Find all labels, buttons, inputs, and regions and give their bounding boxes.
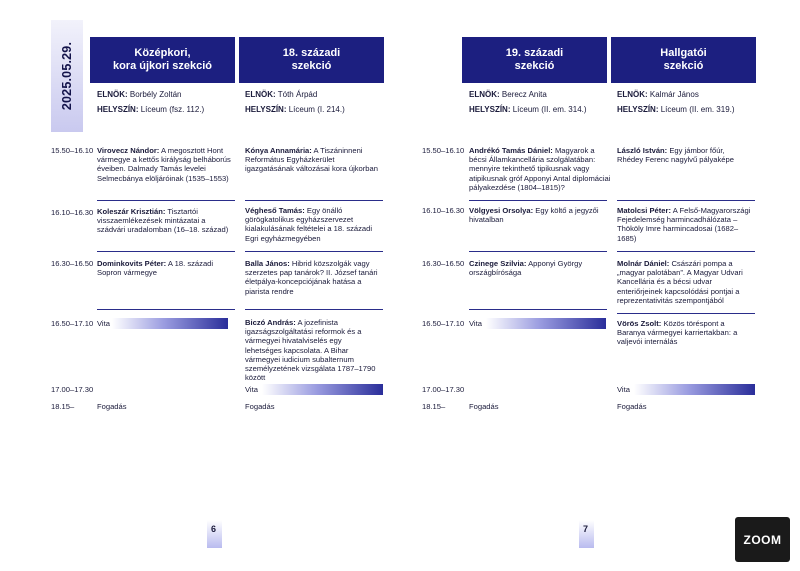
- divider: [245, 251, 383, 252]
- place-line: HELYSZÍN: Líceum (I. 214.): [245, 105, 345, 114]
- page-number: 7: [583, 524, 589, 534]
- talk-entry: Matolcsi Péter: A Felső-Magyarországi Fejedelemség harmincadhálózata – Thököly Imre harmincadosai (1682–1685): [617, 206, 751, 243]
- reception-label: Fogadás: [97, 402, 127, 411]
- section-header-18th: 18. századi szekció: [239, 37, 384, 83]
- talk-entry: Molnár Dániel: Császári pompa a „magyar palotában”. A Magyar Udvari Kancellária és a bécsi udvar enteriőrjeinek kapcsolódási pontjai a reprezentativitás szempontjából: [617, 259, 743, 305]
- place-line: HELYSZÍN: Líceum (fsz. 112.): [97, 105, 205, 114]
- talk-entry: Dominkovits Péter: A 18. századi Sopron vármegye: [97, 259, 214, 278]
- chair-line: ELNÖK: Kalmár János: [617, 90, 699, 99]
- chair-line: ELNÖK: Tóth Árpád: [245, 90, 318, 99]
- divider: [469, 251, 607, 252]
- time-slot: 17.00–17.30: [422, 385, 465, 394]
- talk-entry: Virovecz Nándor: A megosztott Hont vármegye a kettős királyság belháborús éveiben. Dalmady Tamás levelei Selmecbánya elöljáróinak (1535–1553): [97, 146, 231, 183]
- divider: [97, 309, 235, 310]
- place-line: HELYSZÍN: Líceum (II. em. 314.): [469, 105, 587, 114]
- chair-line: ELNÖK: Berecz Anita: [469, 90, 547, 99]
- divider: [617, 200, 755, 201]
- reception-label: Fogadás: [617, 402, 647, 411]
- vita-bar: [634, 384, 755, 395]
- vita-label: Vita: [469, 319, 482, 328]
- talk-entry: Végheső Tamás: Egy önálló görögkatolikus egyházszervezet kialakulásának feltételei a 18. századi Egri egyházmegyében: [245, 206, 373, 243]
- section-header-19th: 19. századi szekció: [462, 37, 607, 83]
- divider: [617, 251, 755, 252]
- time-slot: 17.00–17.30: [51, 385, 94, 394]
- divider: [469, 200, 607, 201]
- divider: [97, 251, 235, 252]
- time-slot: 15.50–16.10: [422, 146, 465, 155]
- time-slot: 16.10–16.30: [422, 206, 465, 215]
- vita-bar: [112, 318, 228, 329]
- vita-bar: [262, 384, 383, 395]
- section-header-medieval: Középkori, kora újkori szekció: [90, 37, 235, 83]
- talk-entry: Koleszár Krisztián: Tisztartói visszaemlékezések mintázatai a szádvári uradalomban (16–18. század): [97, 207, 229, 235]
- talk-entry: Völgyesi Orsolya: Egy költő a jegyzői hivatalban: [469, 206, 599, 225]
- vita-bar: [486, 318, 606, 329]
- time-slot: 18.15–: [51, 402, 75, 411]
- time-slot: 16.30–16.50: [422, 259, 465, 268]
- talk-entry: Biczó András: A jozefinista igazságszolgáltatási reformok és a vármegyei hivatalviselés egy lehetséges kapcsolata. A Bihar vármegyei iudicium subalternum személyzetének vizsgálata 1787–1790 között: [245, 318, 376, 383]
- reception-label: Fogadás: [469, 402, 499, 411]
- time-slot: 15.50–16.10: [51, 146, 94, 155]
- place-line: HELYSZÍN: Líceum (II. em. 319.): [617, 105, 735, 114]
- vita-label: Vita: [245, 385, 258, 394]
- date-label-wrap: [51, 20, 83, 132]
- section-header-students: Hallgatói szekció: [611, 37, 756, 83]
- talk-entry: László István: Egy jámbor főúr, Rhédey Ferenc nagylvű pályaképe: [617, 146, 734, 165]
- date-label: 2025.05.29.: [60, 41, 75, 111]
- vita-label: Vita: [97, 319, 110, 328]
- time-slot: 18.15–: [422, 402, 446, 411]
- zoom-logo-text: ZOOM: [743, 532, 782, 547]
- divider: [245, 200, 383, 201]
- reception-label: Fogadás: [245, 402, 275, 411]
- talk-entry: Vörös Zsolt: Közös töréspont a Baranya vármegyei karriertakban: a valjevói internálás: [617, 319, 738, 347]
- talk-entry: Balla János: Hibrid közszolgák vagy szerzetes pap tanárok? II. József tanári életpálya-koncepciójának hatása a piarista rendre: [245, 259, 378, 296]
- divider: [469, 309, 607, 310]
- divider: [97, 200, 235, 201]
- divider: [245, 309, 383, 310]
- talk-entry: Andrékó Tamás Dániel: Magyarok a bécsi Államkancellária szolgálatában: mennyire tekinthető tipikusnak vagy atipikusnak gróf Apponyi Antal diplomáciai pályakezdése (1804–1815)?: [469, 146, 611, 192]
- time-slot: 16.50–17.10: [51, 319, 94, 328]
- time-slot: 16.30–16.50: [51, 259, 94, 268]
- time-slot: 16.50–17.10: [422, 319, 465, 328]
- chair-line: ELNÖK: Borbély Zoltán: [97, 90, 182, 99]
- divider: [617, 313, 755, 314]
- vita-label: Vita: [617, 385, 630, 394]
- page-number: 6: [211, 524, 217, 534]
- talk-entry: Kónya Annamária: A Tiszáninneni Református Egyházkerület igazgatásának változásai kora újkorban: [245, 146, 378, 174]
- talk-entry: Czinege Szilvia: Apponyi György országbírósága: [469, 259, 583, 278]
- time-slot: 16.10–16.30: [51, 208, 94, 217]
- zoom-logo[interactable]: [735, 517, 790, 562]
